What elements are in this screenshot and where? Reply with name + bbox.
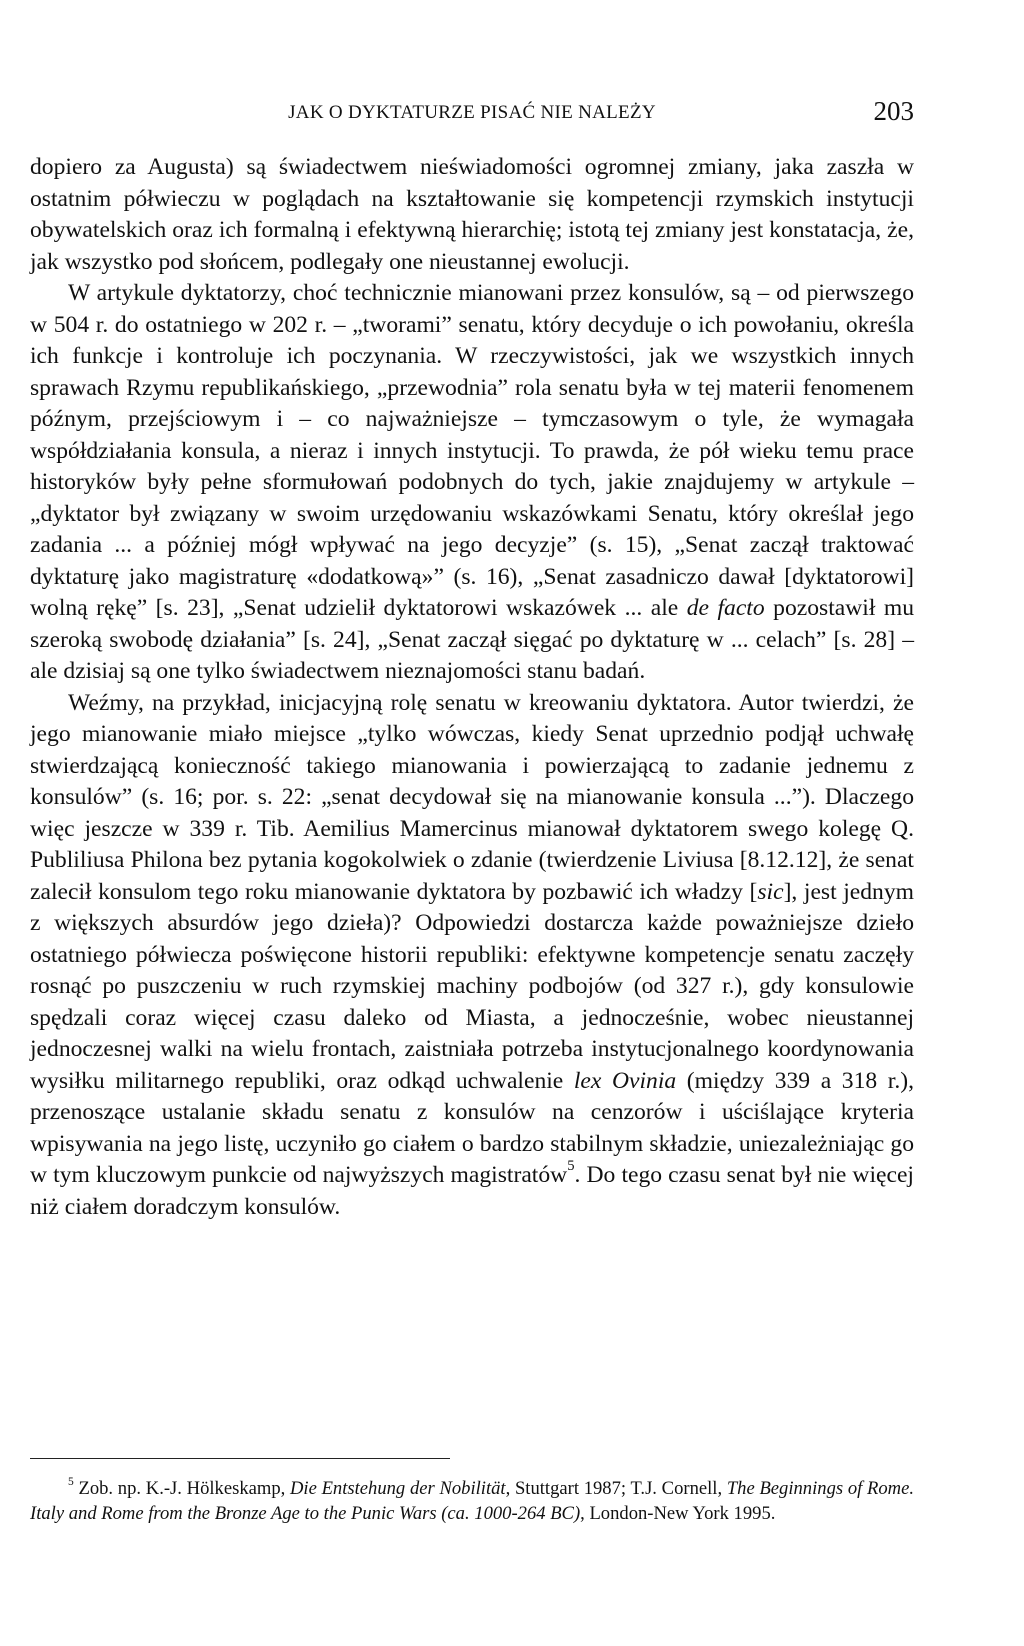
footnote-marker: 5 (567, 1158, 575, 1175)
text-segment: Zob. np. K.-J. Hölkeskamp, (73, 1478, 290, 1499)
footnote-divider (30, 1458, 450, 1459)
footnote-marker: 5 (68, 1475, 74, 1488)
text-segment: ], jest jednym z większych absurdów jego dzieła)? Odpowiedzi dostarcza każde poważniejsze dzieło ostatniego półwiecza poświęcone historii republiki: efektywne kompetencje senatu zaczęły rosnąć po puszczeniu w ruch rzymskiej machiny podbojów (od 327 r.), gdy konsulowie spędzali coraz więcej czasu daleko od Miasta, a jednocześnie, wobec nieustannej jednoczesnej walki na wielu frontach, zaistniała potrzeba instytucjonalnego koordynowania wysiłku militarnego republiki, oraz odkąd uchwalenie (30, 878, 914, 1094)
italic-text: lex Ovinia (573, 1067, 677, 1094)
body-text (30, 152, 914, 1223)
text-segment: . Do tego czasu senat był nie więcej niż ciałem doradczym konsulów. (30, 1162, 914, 1220)
paragraph (30, 688, 914, 1224)
italic-text: Die Entstehung der Nobilität (290, 1478, 506, 1499)
text-segment: , London-New York 1995. (580, 1503, 776, 1524)
text-segment: pozostawił mu szeroką swobodę działania” [s. 24], „Senat zaczął sięgać po dyktaturę w ... celach” [s. 28] – ale dzisiaj są one tylko świadectwem nieznajomości stanu badań. (30, 595, 914, 684)
text-segment: , Stuttgart 1987; T.J. Cornell, (505, 1478, 727, 1499)
text-segment: dopiero za Augusta) są świadectwem nieświadomości ogromnej zmiany, jaka zaszła w ostatnim półwieczu w poglądach na kształtowanie się kompetencji rzymskich instytucji obywatelskich oraz ich formalną i efektywną hierarchię; istotą tej zmiany jest konstatacja, że, jak wszystko pod słońcem, podlegały one nieustannej ewolucji. (30, 154, 914, 275)
page-header (30, 96, 914, 136)
italic-text: The Beginnings of Rome. Italy and Rome from the Bronze Age to the Punic Wars (ca. 1000-264 BC) (30, 1478, 914, 1524)
footnotes (30, 1476, 914, 1526)
paragraph (30, 152, 914, 278)
page-number: 203 (873, 96, 914, 126)
text-segment: Weźmy, na przykład, inicjacyjną rolę senatu w kreowaniu dyktatora. Autor twierdzi, że jego mianowanie miało miejsce „tylko wówczas, kiedy Senat uprzednio podjął uchwałę stwierdzającą konieczność takiego mianowania i powierzającą to zadanie jednemu z konsulów” (s. 16; por. s. 22: „senat decydował się na mianowanie konsula ...”). Dlaczego więc jeszcze w 339 r. Tib. Aemilius Mamercinus mianował dyktatorem swego kolegę Q. Publiliusa Philona bez pytania kogokolwiek o zdanie (twierdzenie Liviusa [8.12.12], że senat zalecił konsulom tego roku mianowanie dyktatora by pozbawić ich władzy [ (30, 689, 914, 905)
paragraph (30, 278, 914, 688)
italic-text: de facto (686, 595, 765, 621)
text-segment: (między 339 a 318 r.), przenoszące ustalanie składu senatu z konsulów na cenzorów i uściślające kryteria wpisywania na jego listę, uczyniło go ciałem o bardzo stabilnym składzie, uniezależniając go w tym kluczowym punkcie od najwyższych magistratów (30, 1067, 914, 1188)
text-segment: W artykule dyktatorzy, choć technicznie mianowani przez konsulów, są – od pierwszego w 504 r. do ostatniego w 202 r. – „tworami” senatu, który decyduje o ich powołaniu, określa ich funkcje i kontroluje ich poczynania. W rzeczywistości, jak we wszystkich innych sprawach Rzymu republikańskiego, „przewodnia” rola senatu była w tej materii fenomenem późnym, przejściowym i – co najważniejsze – tymczasowym o tyle, że wymagała współdziałania konsula, a nieraz i innych instytucji. To prawda, że pół wieku temu prace historyków były pełne sformułowań podobnych do tych, jakie znajdujemy w artykule – „dyktator był związany w swoim urzędowaniu wskazówkami Senatu, który określał jego zadania ... a później mógł wpływać na jego decyzje” (s. 15), „Senat zaczął traktować dyktaturę jako magistraturę «dodatkową»” (s. 16), „Senat zasadniczo dawał [dyktatorowi] wolną rękę” [s. 23], „Senat udzielił dyktatorowi wskazówek ... ale (30, 280, 914, 621)
footnote (30, 1476, 914, 1526)
italic-text: sic (757, 878, 784, 905)
running-head: JAK O DYKTATURZE PISAĆ NIE NALEŻY (288, 102, 656, 123)
